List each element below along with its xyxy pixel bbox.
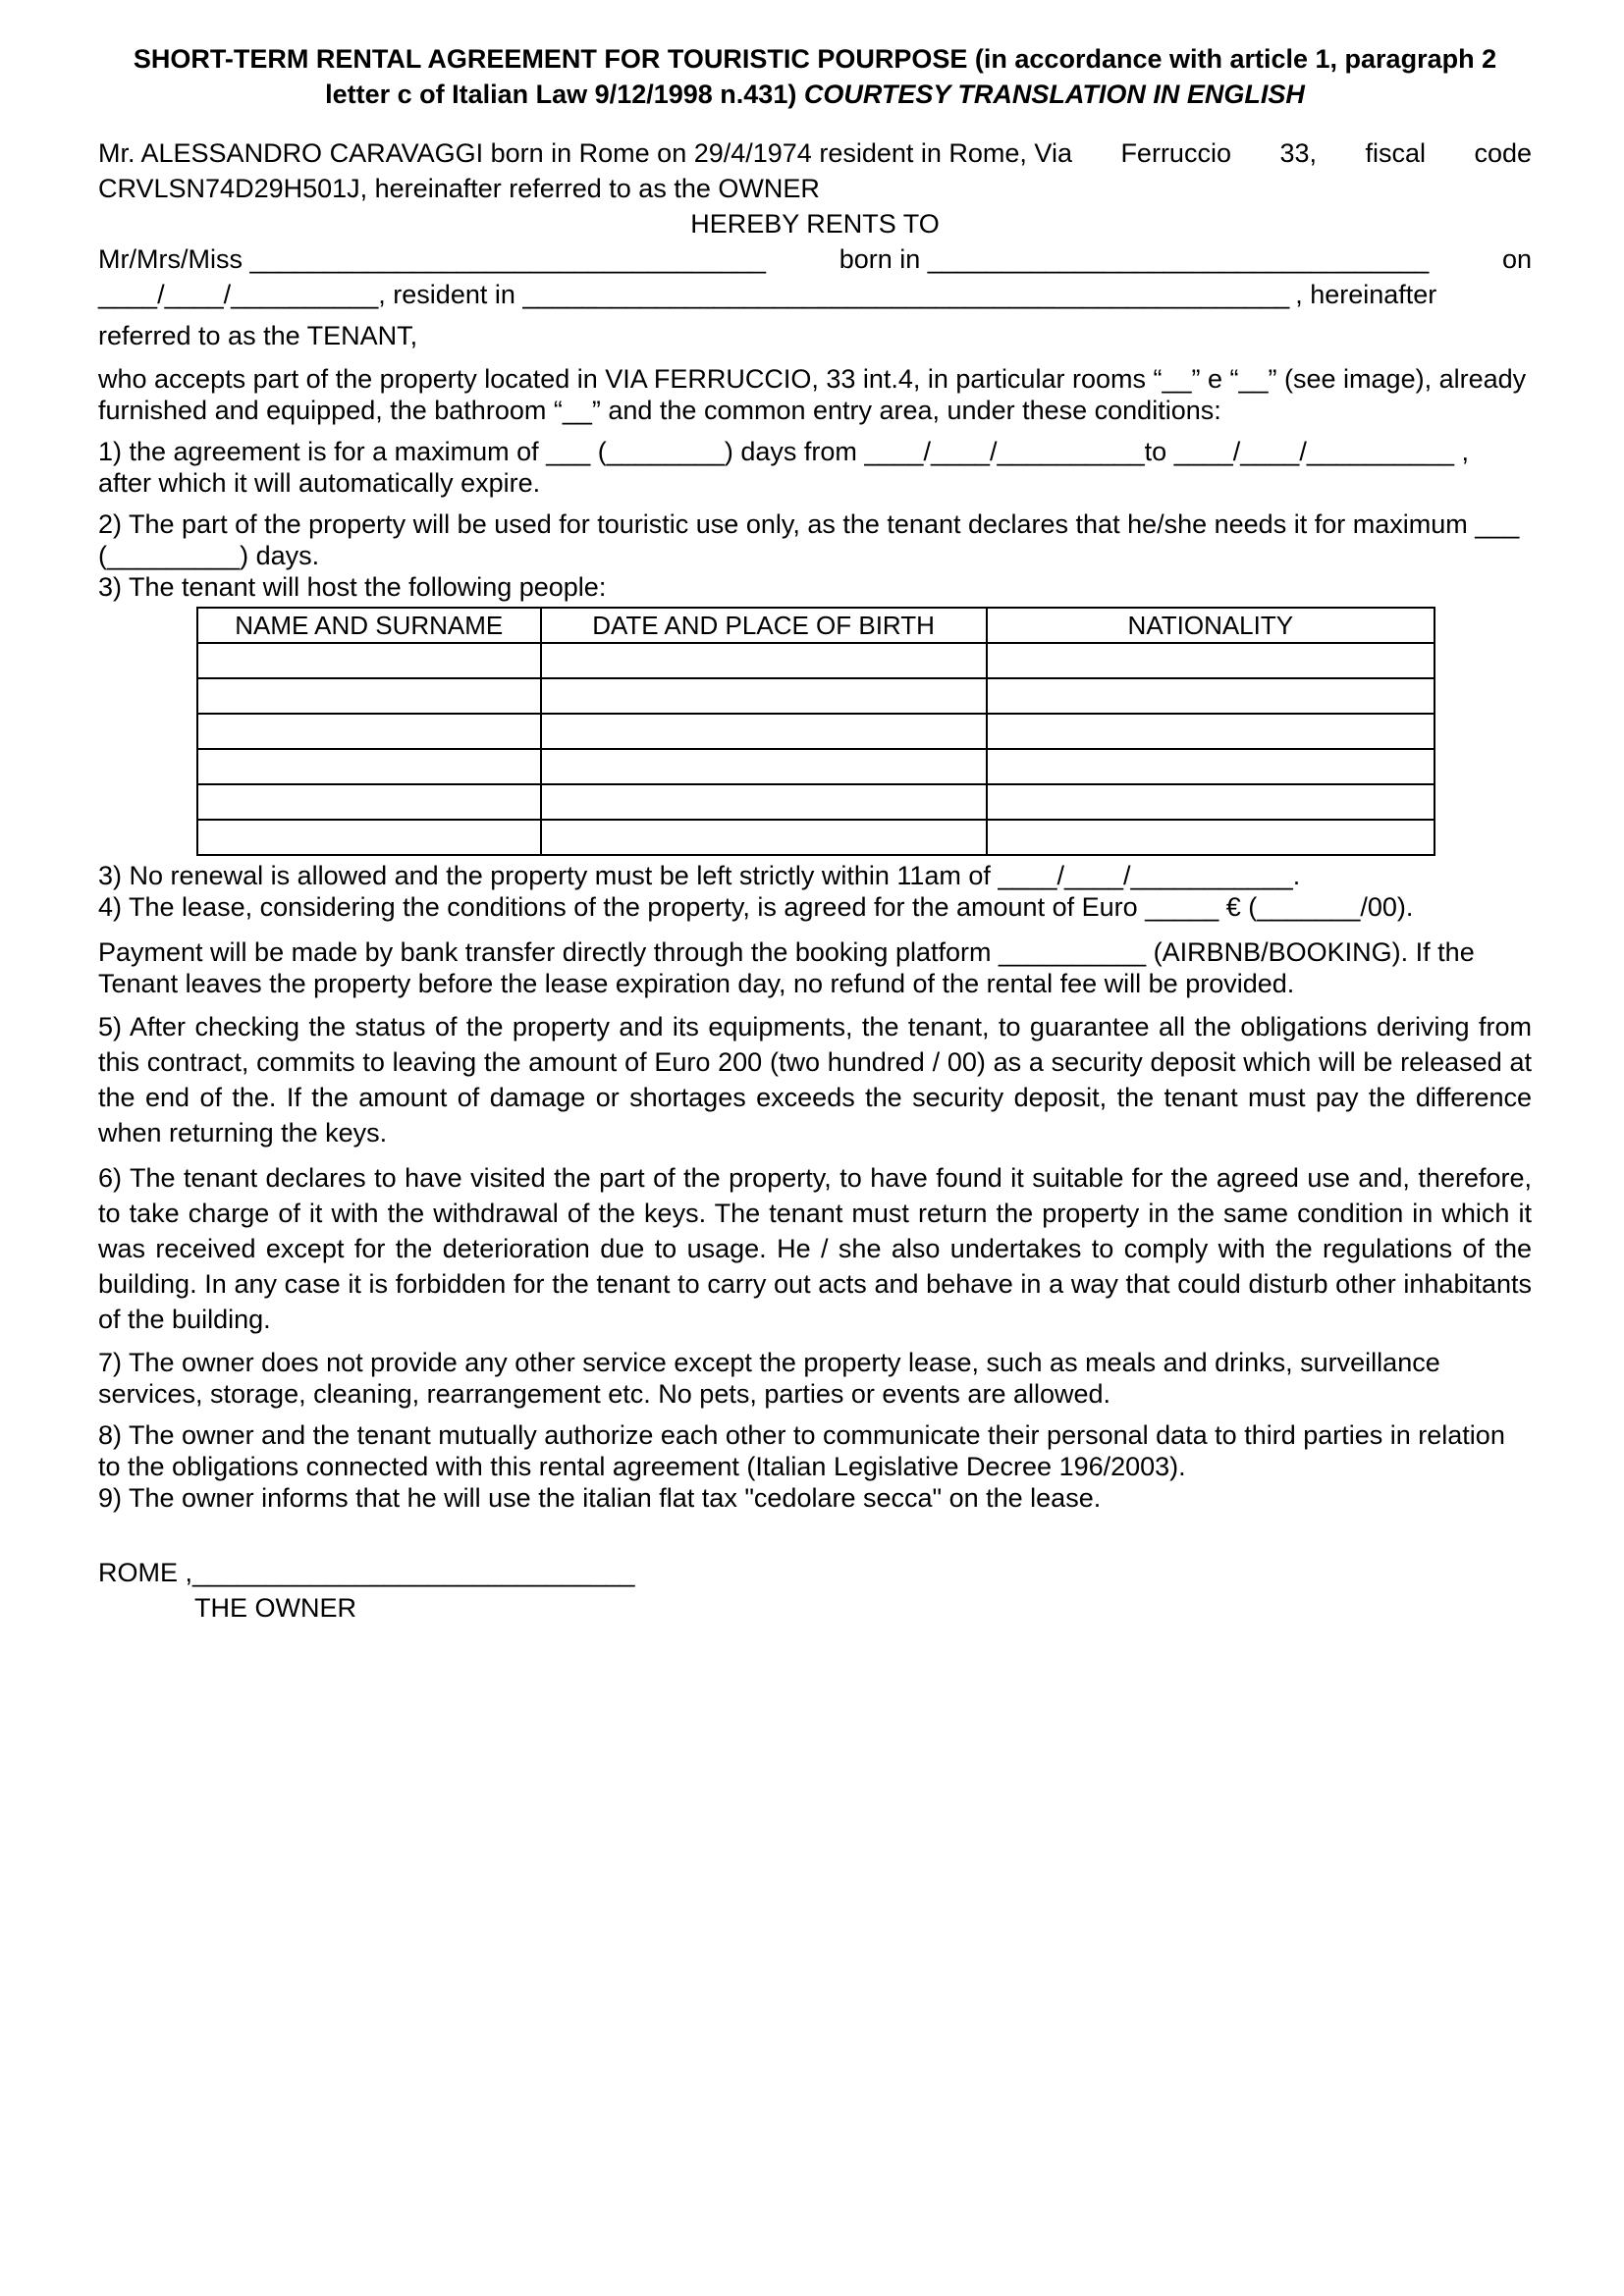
owner-text-e: code — [1474, 138, 1532, 168]
table-row — [197, 749, 1435, 784]
tenant-date-resident-field: ____/____/__________, resident in ____________________________________________________ — [98, 280, 1290, 309]
clause-5: 5) After checking the status of the property and its equipments, the tenant, to guarantee all the obligations deriving from this contract, commits to leaving the amount of Euro 200 (two hundred / 00) as a security deposit which will be released at the end of the. If the amount of damage or shortages exceeds the security deposit, the tenant must pay the difference when returning the keys. — [98, 1012, 1532, 1148]
table-cell[interactable] — [987, 678, 1435, 714]
tenant-line-2 — [98, 277, 1532, 312]
table-cell[interactable] — [197, 643, 541, 678]
clause-3-renewal: 3) No renewal is allowed and the property must be left strictly within 11am of ____/____/___________. — [98, 861, 1301, 890]
clause-2: 2) The part of the property will be used for touristic use only, as the tenant declares that he/she needs it for maximum ___ (_________) days. — [98, 509, 1520, 570]
owner-text-c: 33, — [1279, 138, 1317, 168]
header-name-surname: NAME AND SURNAME — [197, 608, 541, 643]
table-cell[interactable] — [197, 749, 541, 784]
table-cell[interactable] — [987, 714, 1435, 749]
clause-9: 9) The owner informs that he will use the italian flat tax "cedolare secca" on the lease. — [98, 1483, 1102, 1513]
table-cell[interactable] — [541, 820, 987, 855]
table-row — [197, 678, 1435, 714]
tenant-line-1 — [98, 241, 1532, 277]
tenant-name-field: Mr/Mrs/Miss ___________________________________ — [98, 244, 767, 274]
tenant-referred: referred to as the TENANT, — [98, 321, 418, 350]
clause-4: 4) The lease, considering the conditions of the property, is agreed for the amount of Euro _____ € (_______/00). — [98, 892, 1414, 922]
clause-1-line-b: after which it will automatically expire. — [98, 468, 541, 498]
table-cell[interactable] — [541, 784, 987, 820]
clause-8: 8) The owner and the tenant mutually authorize each other to communicate their personal data to third parties in relation to the obligations connected with this rental agreement (Italian Legislative Decree 196/2003). — [98, 1420, 1505, 1481]
table-cell[interactable] — [197, 678, 541, 714]
table-row — [197, 784, 1435, 820]
tenant-hereinafter: , hereinafter — [1295, 280, 1437, 309]
table-cell[interactable] — [197, 784, 541, 820]
tenant-born-field: born in __________________________________ — [839, 244, 1430, 274]
table-row — [197, 714, 1435, 749]
owner-text-d: fiscal — [1365, 138, 1426, 168]
payment-paragraph: Payment will be made by bank transfer directly through the booking platform __________ (AIRBNB/BOOKING). If the Tenant leaves the property before the lease expiration day, no refund of the rental fee will be provided. — [98, 937, 1475, 998]
header-nationality: NATIONALITY — [987, 608, 1435, 643]
hereby-rents-to: HEREBY RENTS TO — [690, 209, 940, 239]
signature-place: ROME ,______________________________ — [98, 1558, 635, 1587]
table-cell[interactable] — [541, 749, 987, 784]
guest-table-header — [197, 608, 1435, 643]
clause-1-line-a: 1) the agreement is for a maximum of ___ (________) days from ____/____/__________to ____/____/__________ , — [98, 437, 1469, 466]
clause-3-host: 3) The tenant will host the following people: — [98, 572, 607, 602]
rental-agreement-page — [98, 41, 1532, 1626]
owner-text-b: Ferruccio — [1120, 138, 1231, 168]
table-row — [197, 820, 1435, 855]
accepts-paragraph: who accepts part of the property located in VIA FERRUCCIO, 33 int.4, in particular rooms “__” e “__” (see image), already furnished and equipped, the bathroom “__” and the common entry area, under these conditions: — [98, 364, 1527, 425]
document-title — [98, 41, 1532, 112]
owner-text-a: Mr. ALESSANDRO CARAVAGGI born in Rome on 29/4/1974 resident in Rome, Via — [98, 138, 1072, 168]
table-cell[interactable] — [987, 643, 1435, 678]
table-cell[interactable] — [987, 784, 1435, 820]
table-cell[interactable] — [987, 749, 1435, 784]
table-row — [197, 643, 1435, 678]
table-cell[interactable] — [197, 820, 541, 855]
guest-table — [196, 607, 1435, 856]
clause-6: 6) The tenant declares to have visited the part of the property, to have found it suitable for the agreed use and, therefore, to take charge of it with the withdrawal of the keys. The tenant must return the property in the same condition in which it was received except for the deterioration due to usage. He / she also undertakes to comply with the regulations of the building. In any case it is forbidden for the tenant to carry out acts and behave in a way that could disturb other inhabitants of the building. — [98, 1163, 1532, 1334]
header-date-place-birth: DATE AND PLACE OF BIRTH — [541, 608, 987, 643]
table-cell[interactable] — [541, 714, 987, 749]
table-cell[interactable] — [987, 820, 1435, 855]
tenant-on-label: on — [1501, 244, 1532, 274]
signature-owner: THE OWNER — [194, 1593, 356, 1623]
table-cell[interactable] — [197, 714, 541, 749]
title-courtesy: COURTESY TRANSLATION IN ENGLISH — [803, 80, 1305, 109]
title-main: SHORT-TERM RENTAL AGREEMENT FOR TOURISTIC POURPOSE (in accordance with article 1, paragraph 2 letter c of Italian Law 9/12/1998 n.431) — [133, 44, 1497, 109]
clause-7: 7) The owner does not provide any other service except the property lease, such as meals and drinks, surveillance services, storage, cleaning, rearrangement etc. No pets, parties or events are allowed. — [98, 1348, 1440, 1409]
owner-line-1 — [98, 135, 1532, 171]
table-cell[interactable] — [541, 678, 987, 714]
table-cell[interactable] — [541, 643, 987, 678]
owner-line-2: CRVLSN74D29H501J, hereinafter referred to as the OWNER — [98, 174, 820, 203]
